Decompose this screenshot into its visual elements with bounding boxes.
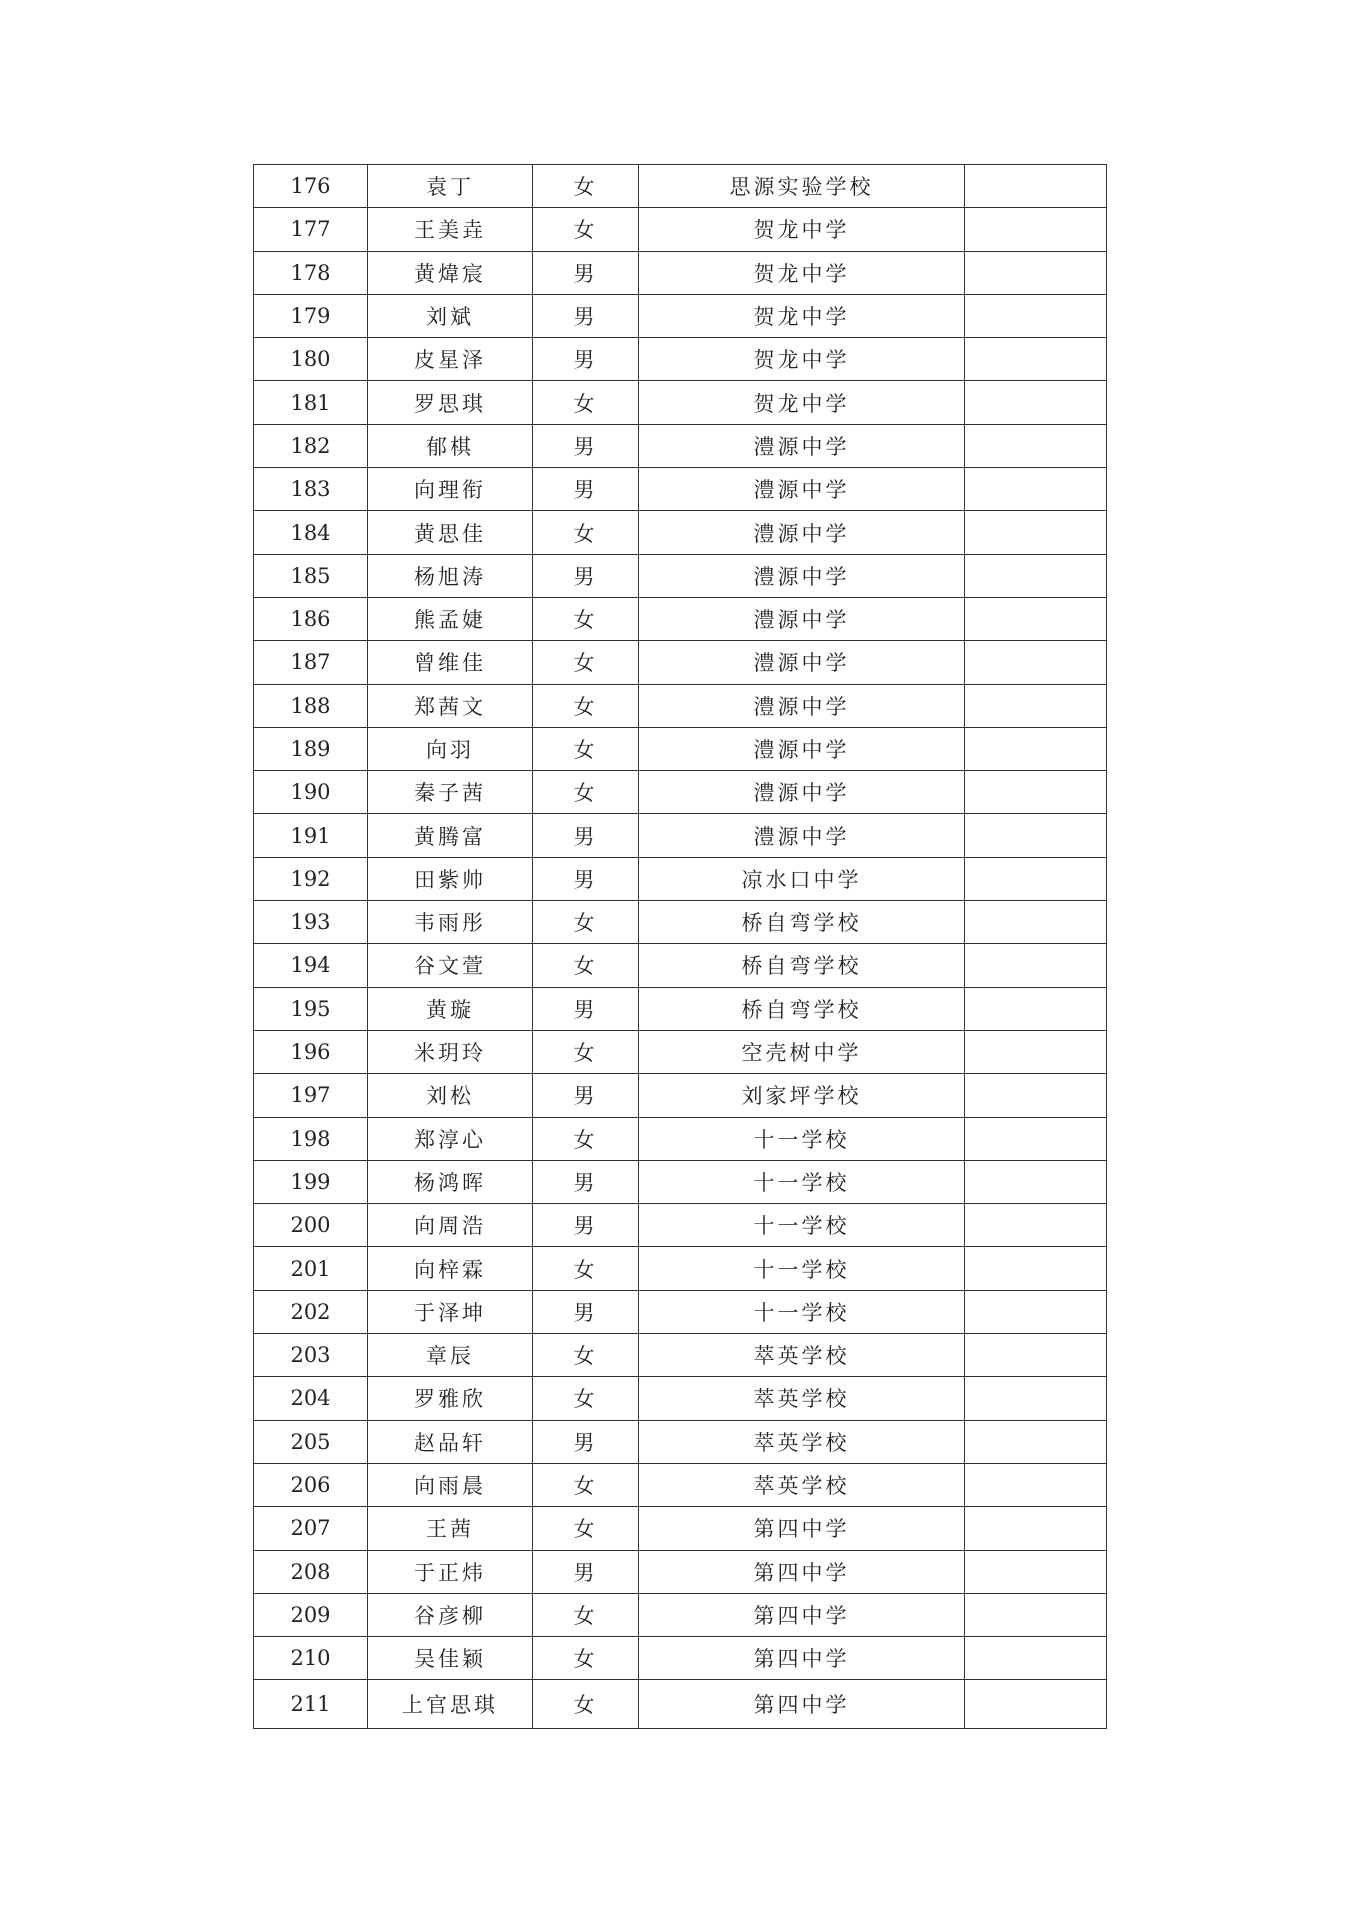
table-row <box>254 597 1107 640</box>
table-row <box>254 1074 1107 1117</box>
row-number-cell: 188 <box>254 684 368 727</box>
student-name-cell: 向羽 <box>368 727 533 770</box>
remark-cell <box>965 1550 1107 1593</box>
row-number-cell: 203 <box>254 1334 368 1377</box>
gender-cell: 男 <box>533 1550 639 1593</box>
table-row <box>254 814 1107 857</box>
row-number-cell: 196 <box>254 1030 368 1073</box>
student-name-cell: 黄煒宸 <box>368 251 533 294</box>
gender-cell: 女 <box>533 511 639 554</box>
remark-cell <box>965 1420 1107 1463</box>
remark-cell <box>965 468 1107 511</box>
table-row <box>254 1117 1107 1160</box>
gender-cell: 男 <box>533 424 639 467</box>
remark-cell <box>965 1377 1107 1420</box>
student-name-cell: 谷文萱 <box>368 944 533 987</box>
student-name-cell: 于泽坤 <box>368 1290 533 1333</box>
table-row <box>254 987 1107 1030</box>
remark-cell <box>965 1160 1107 1203</box>
table-row <box>254 1463 1107 1506</box>
remark-cell <box>965 814 1107 857</box>
row-number-cell: 206 <box>254 1463 368 1506</box>
table-row <box>254 944 1107 987</box>
table-row <box>254 554 1107 597</box>
row-number-cell: 177 <box>254 208 368 251</box>
table-row <box>254 1204 1107 1247</box>
school-cell: 贺龙中学 <box>639 294 965 337</box>
remark-cell <box>965 208 1107 251</box>
table-row <box>254 857 1107 900</box>
row-number-cell: 192 <box>254 857 368 900</box>
table-row <box>254 165 1107 208</box>
student-name-cell: 于正炜 <box>368 1550 533 1593</box>
student-name-cell: 曾维佳 <box>368 641 533 684</box>
school-cell: 澧源中学 <box>639 727 965 770</box>
remark-cell <box>965 641 1107 684</box>
table-row <box>254 1637 1107 1680</box>
row-number-cell: 199 <box>254 1160 368 1203</box>
gender-cell: 女 <box>533 944 639 987</box>
gender-cell: 女 <box>533 165 639 208</box>
school-cell: 贺龙中学 <box>639 338 965 381</box>
row-number-cell: 197 <box>254 1074 368 1117</box>
row-number-cell: 176 <box>254 165 368 208</box>
row-number-cell: 207 <box>254 1507 368 1550</box>
student-name-cell: 郁棋 <box>368 424 533 467</box>
student-name-cell: 王美垚 <box>368 208 533 251</box>
roster-table-body <box>254 165 1107 1729</box>
student-name-cell: 上官思琪 <box>368 1680 533 1729</box>
school-cell: 第四中学 <box>639 1637 965 1680</box>
gender-cell: 女 <box>533 1680 639 1729</box>
student-name-cell: 谷彦柳 <box>368 1593 533 1636</box>
remark-cell <box>965 597 1107 640</box>
gender-cell: 男 <box>533 1160 639 1203</box>
school-cell: 澧源中学 <box>639 684 965 727</box>
gender-cell: 男 <box>533 857 639 900</box>
remark-cell <box>965 1204 1107 1247</box>
table-row <box>254 381 1107 424</box>
table-row <box>254 294 1107 337</box>
remark-cell <box>965 944 1107 987</box>
table-row <box>254 1550 1107 1593</box>
school-cell: 空壳树中学 <box>639 1030 965 1073</box>
table-row <box>254 641 1107 684</box>
student-name-cell: 田紫帅 <box>368 857 533 900</box>
remark-cell <box>965 554 1107 597</box>
row-number-cell: 190 <box>254 771 368 814</box>
table-row <box>254 208 1107 251</box>
remark-cell <box>965 1507 1107 1550</box>
gender-cell: 女 <box>533 1117 639 1160</box>
remark-cell <box>965 1247 1107 1290</box>
row-number-cell: 208 <box>254 1550 368 1593</box>
gender-cell: 女 <box>533 597 639 640</box>
school-cell: 澧源中学 <box>639 641 965 684</box>
remark-cell <box>965 901 1107 944</box>
school-cell: 第四中学 <box>639 1680 965 1729</box>
student-name-cell: 罗思琪 <box>368 381 533 424</box>
table-row <box>254 511 1107 554</box>
row-number-cell: 185 <box>254 554 368 597</box>
gender-cell: 男 <box>533 1420 639 1463</box>
school-cell: 澧源中学 <box>639 468 965 511</box>
student-name-cell: 刘斌 <box>368 294 533 337</box>
student-name-cell: 黄思佳 <box>368 511 533 554</box>
student-name-cell: 刘松 <box>368 1074 533 1117</box>
remark-cell <box>965 1117 1107 1160</box>
row-number-cell: 186 <box>254 597 368 640</box>
row-number-cell: 209 <box>254 1593 368 1636</box>
row-number-cell: 181 <box>254 381 368 424</box>
student-name-cell: 王茜 <box>368 1507 533 1550</box>
table-row <box>254 1334 1107 1377</box>
school-cell: 萃英学校 <box>639 1463 965 1506</box>
gender-cell: 女 <box>533 901 639 944</box>
gender-cell: 女 <box>533 208 639 251</box>
remark-cell <box>965 1030 1107 1073</box>
student-name-cell: 熊孟婕 <box>368 597 533 640</box>
school-cell: 凉水口中学 <box>639 857 965 900</box>
gender-cell: 男 <box>533 554 639 597</box>
row-number-cell: 200 <box>254 1204 368 1247</box>
gender-cell: 男 <box>533 294 639 337</box>
row-number-cell: 194 <box>254 944 368 987</box>
row-number-cell: 210 <box>254 1637 368 1680</box>
student-name-cell: 韦雨彤 <box>368 901 533 944</box>
gender-cell: 女 <box>533 1507 639 1550</box>
gender-cell: 男 <box>533 468 639 511</box>
school-cell: 第四中学 <box>639 1507 965 1550</box>
student-name-cell: 章辰 <box>368 1334 533 1377</box>
student-name-cell: 赵品轩 <box>368 1420 533 1463</box>
table-row <box>254 338 1107 381</box>
remark-cell <box>965 1074 1107 1117</box>
table-row <box>254 771 1107 814</box>
school-cell: 十一学校 <box>639 1290 965 1333</box>
remark-cell <box>965 1593 1107 1636</box>
school-cell: 贺龙中学 <box>639 251 965 294</box>
student-name-cell: 郑淳心 <box>368 1117 533 1160</box>
student-name-cell: 罗雅欣 <box>368 1377 533 1420</box>
remark-cell <box>965 857 1107 900</box>
gender-cell: 女 <box>533 641 639 684</box>
table-row <box>254 1593 1107 1636</box>
gender-cell: 女 <box>533 1377 639 1420</box>
roster-sheet <box>253 164 1106 1729</box>
school-cell: 澧源中学 <box>639 771 965 814</box>
table-row <box>254 1030 1107 1073</box>
student-name-cell: 黄腾富 <box>368 814 533 857</box>
gender-cell: 男 <box>533 1204 639 1247</box>
school-cell: 桥自弯学校 <box>639 901 965 944</box>
row-number-cell: 189 <box>254 727 368 770</box>
remark-cell <box>965 684 1107 727</box>
gender-cell: 男 <box>533 814 639 857</box>
row-number-cell: 191 <box>254 814 368 857</box>
table-row <box>254 424 1107 467</box>
remark-cell <box>965 1463 1107 1506</box>
row-number-cell: 182 <box>254 424 368 467</box>
school-cell: 思源实验学校 <box>639 165 965 208</box>
row-number-cell: 201 <box>254 1247 368 1290</box>
row-number-cell: 180 <box>254 338 368 381</box>
roster-table <box>253 164 1107 1729</box>
table-row <box>254 251 1107 294</box>
remark-cell <box>965 338 1107 381</box>
remark-cell <box>965 251 1107 294</box>
remark-cell <box>965 727 1107 770</box>
school-cell: 澧源中学 <box>639 511 965 554</box>
school-cell: 桥自弯学校 <box>639 987 965 1030</box>
student-name-cell: 郑茜文 <box>368 684 533 727</box>
row-number-cell: 205 <box>254 1420 368 1463</box>
gender-cell: 女 <box>533 1463 639 1506</box>
gender-cell: 女 <box>533 1593 639 1636</box>
student-name-cell: 向雨晨 <box>368 1463 533 1506</box>
table-row <box>254 1420 1107 1463</box>
table-row <box>254 1680 1107 1729</box>
remark-cell <box>965 294 1107 337</box>
gender-cell: 女 <box>533 727 639 770</box>
row-number-cell: 179 <box>254 294 368 337</box>
school-cell: 十一学校 <box>639 1247 965 1290</box>
row-number-cell: 198 <box>254 1117 368 1160</box>
table-row <box>254 1507 1107 1550</box>
gender-cell: 女 <box>533 381 639 424</box>
student-name-cell: 袁丁 <box>368 165 533 208</box>
gender-cell: 男 <box>533 251 639 294</box>
row-number-cell: 183 <box>254 468 368 511</box>
remark-cell <box>965 1290 1107 1333</box>
table-row <box>254 1377 1107 1420</box>
student-name-cell: 米玥玲 <box>368 1030 533 1073</box>
gender-cell: 女 <box>533 1637 639 1680</box>
gender-cell: 男 <box>533 1074 639 1117</box>
gender-cell: 女 <box>533 1334 639 1377</box>
table-row <box>254 1290 1107 1333</box>
student-name-cell: 吴佳颖 <box>368 1637 533 1680</box>
student-name-cell: 向理衔 <box>368 468 533 511</box>
gender-cell: 女 <box>533 1247 639 1290</box>
school-cell: 贺龙中学 <box>639 381 965 424</box>
row-number-cell: 195 <box>254 987 368 1030</box>
table-row <box>254 684 1107 727</box>
school-cell: 刘家坪学校 <box>639 1074 965 1117</box>
remark-cell <box>965 1680 1107 1729</box>
school-cell: 萃英学校 <box>639 1377 965 1420</box>
row-number-cell: 202 <box>254 1290 368 1333</box>
student-name-cell: 杨旭涛 <box>368 554 533 597</box>
remark-cell <box>965 771 1107 814</box>
row-number-cell: 178 <box>254 251 368 294</box>
remark-cell <box>965 1637 1107 1680</box>
row-number-cell: 184 <box>254 511 368 554</box>
student-name-cell: 皮星泽 <box>368 338 533 381</box>
school-cell: 第四中学 <box>639 1550 965 1593</box>
student-name-cell: 向周浩 <box>368 1204 533 1247</box>
gender-cell: 女 <box>533 771 639 814</box>
school-cell: 十一学校 <box>639 1204 965 1247</box>
remark-cell <box>965 381 1107 424</box>
row-number-cell: 187 <box>254 641 368 684</box>
school-cell: 澧源中学 <box>639 597 965 640</box>
gender-cell: 男 <box>533 1290 639 1333</box>
student-name-cell: 秦子茜 <box>368 771 533 814</box>
row-number-cell: 204 <box>254 1377 368 1420</box>
remark-cell <box>965 1334 1107 1377</box>
school-cell: 十一学校 <box>639 1160 965 1203</box>
school-cell: 澧源中学 <box>639 424 965 467</box>
table-row <box>254 468 1107 511</box>
school-cell: 萃英学校 <box>639 1420 965 1463</box>
school-cell: 贺龙中学 <box>639 208 965 251</box>
table-row <box>254 727 1107 770</box>
row-number-cell: 211 <box>254 1680 368 1729</box>
school-cell: 萃英学校 <box>639 1334 965 1377</box>
student-name-cell: 黄璇 <box>368 987 533 1030</box>
student-name-cell: 向梓霖 <box>368 1247 533 1290</box>
remark-cell <box>965 424 1107 467</box>
table-row <box>254 1247 1107 1290</box>
gender-cell: 男 <box>533 987 639 1030</box>
table-row <box>254 1160 1107 1203</box>
table-row <box>254 901 1107 944</box>
school-cell: 第四中学 <box>639 1593 965 1636</box>
gender-cell: 女 <box>533 684 639 727</box>
remark-cell <box>965 987 1107 1030</box>
school-cell: 澧源中学 <box>639 814 965 857</box>
school-cell: 澧源中学 <box>639 554 965 597</box>
school-cell: 桥自弯学校 <box>639 944 965 987</box>
school-cell: 十一学校 <box>639 1117 965 1160</box>
gender-cell: 女 <box>533 1030 639 1073</box>
remark-cell <box>965 165 1107 208</box>
gender-cell: 男 <box>533 338 639 381</box>
student-name-cell: 杨鸿晖 <box>368 1160 533 1203</box>
row-number-cell: 193 <box>254 901 368 944</box>
remark-cell <box>965 511 1107 554</box>
